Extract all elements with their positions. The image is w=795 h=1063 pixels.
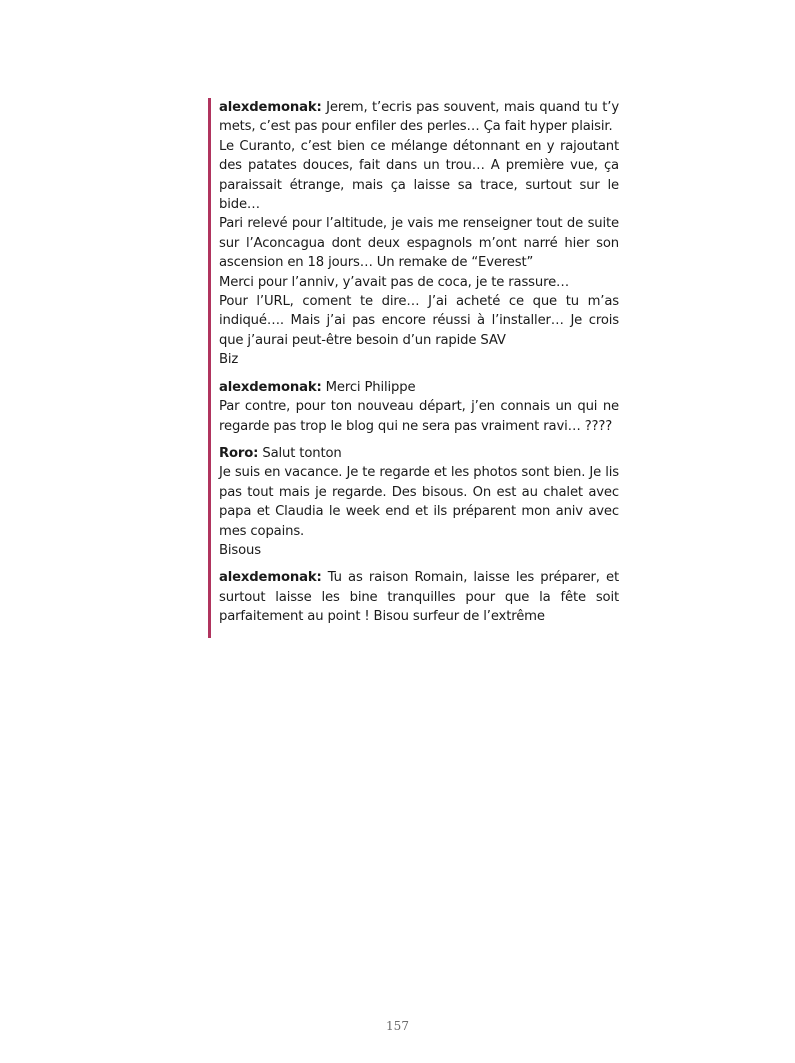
comment-line: [219, 568, 619, 626]
comment-author: alexdemonak:: [219, 570, 322, 586]
comment-line: [219, 378, 619, 397]
comment-author: alexdemonak:: [219, 379, 322, 395]
comment-text: Tu as raison Romain, laisse les préparer, et surtout laisse les bine tranquilles pour que la fête soit parfaitement au point ! Bisou surfeur de l’extrême: [219, 570, 619, 625]
comment-author: Roro:: [219, 445, 259, 461]
comment-line: [219, 444, 619, 463]
comment-line: Merci pour l’anniv, y’avait pas de coca, je te rassure…: [219, 274, 570, 290]
comment: [219, 444, 619, 560]
comment-line: Pari relevé pour l’altitude, je vais me renseigner tout de suite sur l’Aconcagua dont deux espagnols m’ont narré hier son ascension en 18 jours… Un remake de “Everest”: [219, 216, 619, 271]
comment-line: Par contre, pour ton nouveau départ, j’en connais un qui ne regarde pas trop le blog qui ne sera pas vraiment ravi… ????: [219, 399, 619, 434]
comment-line: Bisous: [219, 542, 261, 558]
comment-line: [219, 98, 619, 137]
comment: [219, 378, 619, 436]
comment: [219, 568, 619, 626]
comment-line: Le Curanto, c’est bien ce mélange détonnant en y rajoutant des patates douces, fait dans un trou… A première vue, ça paraissait étrange, mais ça laisse sa trace, surtout sur le bide…: [219, 138, 619, 213]
comment-line: Pour l’URL, coment te dire… J’ai acheté ce que tu m’as indiqué…. Mais j’ai pas encore réussi à l’installer… Je crois que j’aurai peut-être besoin d’un rapide SAV: [219, 294, 619, 348]
comment: [219, 98, 619, 370]
page-number: 157: [386, 1019, 409, 1033]
comment-author: alexdemonak:: [219, 100, 322, 115]
comment-line: Je suis en vacance. Je te regarde et les photos sont bien. Je lis pas tout mais je regarde. Des bisous. On est au chalet avec papa et Claudia le week end et ils préparent mon aniv avec mes copains.: [219, 465, 619, 539]
comment-text: Merci Philippe: [325, 379, 416, 395]
comment-line: Biz: [219, 352, 239, 368]
comment-thread: [208, 98, 619, 638]
comment-text: Salut tonton: [262, 445, 342, 461]
comment-text: Jerem, t’ecris pas souvent, mais quand tu t’y mets, c’est pas pour enfiler des perles… Ça fait hyper plaisir.: [219, 100, 619, 135]
